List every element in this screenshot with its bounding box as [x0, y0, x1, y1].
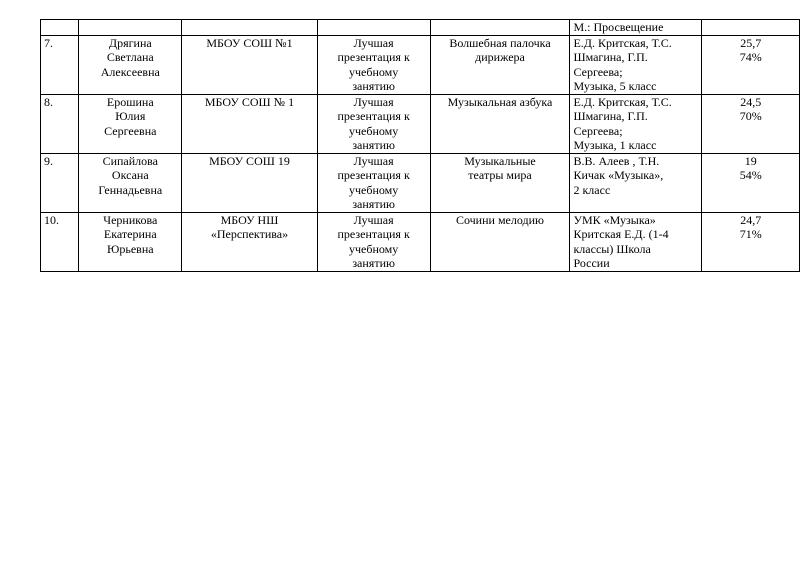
score-percent: 74% — [739, 50, 762, 64]
nomination-line: учебному — [349, 182, 399, 197]
cell-nomination — [317, 35, 430, 94]
cell-topic — [430, 94, 570, 153]
cell-topic — [430, 35, 570, 94]
cell-score — [702, 212, 800, 271]
cell-name — [79, 35, 182, 94]
topic-line: дирижера — [475, 50, 525, 64]
nomination-line: презентация к — [337, 109, 410, 123]
cell-umk — [570, 153, 702, 212]
umk-line: В.В. Алеев , Т.Н. — [573, 153, 660, 168]
name-line: Екатерина — [103, 227, 157, 241]
nomination-line: презентация к — [337, 50, 410, 64]
umk-line: Шмагина, Г.П. — [573, 50, 648, 64]
cell-name — [79, 94, 182, 153]
nomination-line: занятию — [352, 256, 395, 270]
school-line: МБОУ СОШ №1 — [206, 35, 293, 50]
score-percent: 70% — [739, 109, 762, 123]
cell-school — [182, 20, 318, 36]
cell-umk — [570, 35, 702, 94]
cell-school — [182, 153, 318, 212]
umk-line: Сергеева; — [573, 123, 623, 138]
cell-topic — [430, 212, 570, 271]
cell-score — [702, 35, 800, 94]
umk-line: Сергеева; — [573, 64, 623, 79]
umk-line: Е.Д. Критская, Т.С. — [573, 35, 672, 50]
table-row — [41, 212, 800, 271]
name-line: Геннадьевна — [98, 182, 163, 197]
cell-name — [79, 212, 182, 271]
cell-name — [79, 153, 182, 212]
name-line: Юрьевна — [107, 241, 154, 256]
score-value: 19 — [744, 153, 757, 168]
score-value: 24,7 — [740, 212, 762, 227]
umk-line: России — [573, 256, 610, 270]
school-line: МБОУ СОШ № 1 — [204, 94, 295, 109]
table-row — [41, 94, 800, 153]
topic-line: театры мира — [468, 168, 532, 182]
school-line: «Перспектива» — [210, 227, 289, 241]
name-line: Ерошина — [106, 94, 154, 109]
cell-nomination — [317, 20, 430, 36]
name-line: Дрягина — [108, 35, 152, 50]
school-line: МБОУ СОШ 19 — [209, 153, 290, 168]
topic-line: Музыкальная азбука — [447, 94, 553, 109]
name-line: Сипайлова — [102, 153, 158, 168]
table-row — [41, 20, 800, 36]
name-line: Светлана — [106, 50, 154, 64]
cell-umk — [570, 212, 702, 271]
nomination-line: презентация к — [337, 227, 410, 241]
name-line: Юлия — [115, 109, 146, 123]
cell-name — [79, 20, 182, 36]
name-line: Оксана — [111, 168, 149, 182]
score-percent: 71% — [739, 227, 762, 241]
cell-number: 10. — [41, 212, 79, 271]
cell-school — [182, 94, 318, 153]
umk-line: Критская Е.Д. (1-4 — [573, 227, 669, 241]
cell-score — [702, 20, 800, 36]
name-line: Черникова — [103, 212, 158, 227]
score-value: 25,7 — [740, 35, 762, 50]
nomination-line: презентация к — [337, 168, 410, 182]
nomination-line: учебному — [349, 123, 399, 138]
cell-score — [702, 94, 800, 153]
nomination-line: Лучшая — [353, 212, 394, 227]
name-line: Сергеевна — [104, 123, 157, 138]
cell-nomination — [317, 212, 430, 271]
score-percent: 54% — [739, 168, 762, 182]
umk-line: Шмагина, Г.П. — [573, 109, 648, 123]
nomination-line: Лучшая — [353, 94, 394, 109]
umk-line: УМК «Музыка» — [573, 212, 656, 227]
umk-line: Музыка, 1 класс — [573, 138, 657, 152]
topic-line: Музыкальные — [464, 153, 536, 168]
name-line: Алексеевна — [100, 64, 160, 79]
nomination-line: Лучшая — [353, 153, 394, 168]
umk-line: классы) Школа — [573, 241, 651, 256]
cell-topic — [430, 20, 570, 36]
cell-umk — [570, 94, 702, 153]
umk-line: 2 класс — [573, 182, 611, 197]
cell-umk — [570, 20, 702, 36]
topic-line: Сочини мелодию — [455, 212, 545, 227]
cell-topic — [430, 153, 570, 212]
umk-line: Музыка, 5 класс — [573, 79, 657, 93]
nomination-line: учебному — [349, 64, 399, 79]
cell-number: 8. — [41, 94, 79, 153]
umk-line: Е.Д. Критская, Т.С. — [573, 94, 672, 109]
umk-line: Кичак «Музыка», — [573, 168, 664, 182]
cell-school — [182, 212, 318, 271]
cell-score — [702, 153, 800, 212]
table-row — [41, 153, 800, 212]
cell-number: 9. — [41, 153, 79, 212]
cell-number: 7. — [41, 35, 79, 94]
cell-nomination — [317, 153, 430, 212]
cell-number — [41, 20, 79, 36]
nomination-line: Лучшая — [353, 35, 394, 50]
table-row — [41, 35, 800, 94]
nomination-line: занятию — [352, 138, 395, 152]
cell-nomination — [317, 94, 430, 153]
nomination-line: занятию — [352, 197, 395, 211]
umk-line: М.: Просвещение — [573, 20, 664, 34]
nomination-line: занятию — [352, 79, 395, 93]
nomination-line: учебному — [349, 241, 399, 256]
cell-school — [182, 35, 318, 94]
score-value: 24,5 — [740, 94, 762, 109]
topic-line: Волшебная палочка — [449, 35, 551, 50]
results-table — [40, 19, 800, 272]
school-line: МБОУ НШ — [220, 212, 279, 227]
